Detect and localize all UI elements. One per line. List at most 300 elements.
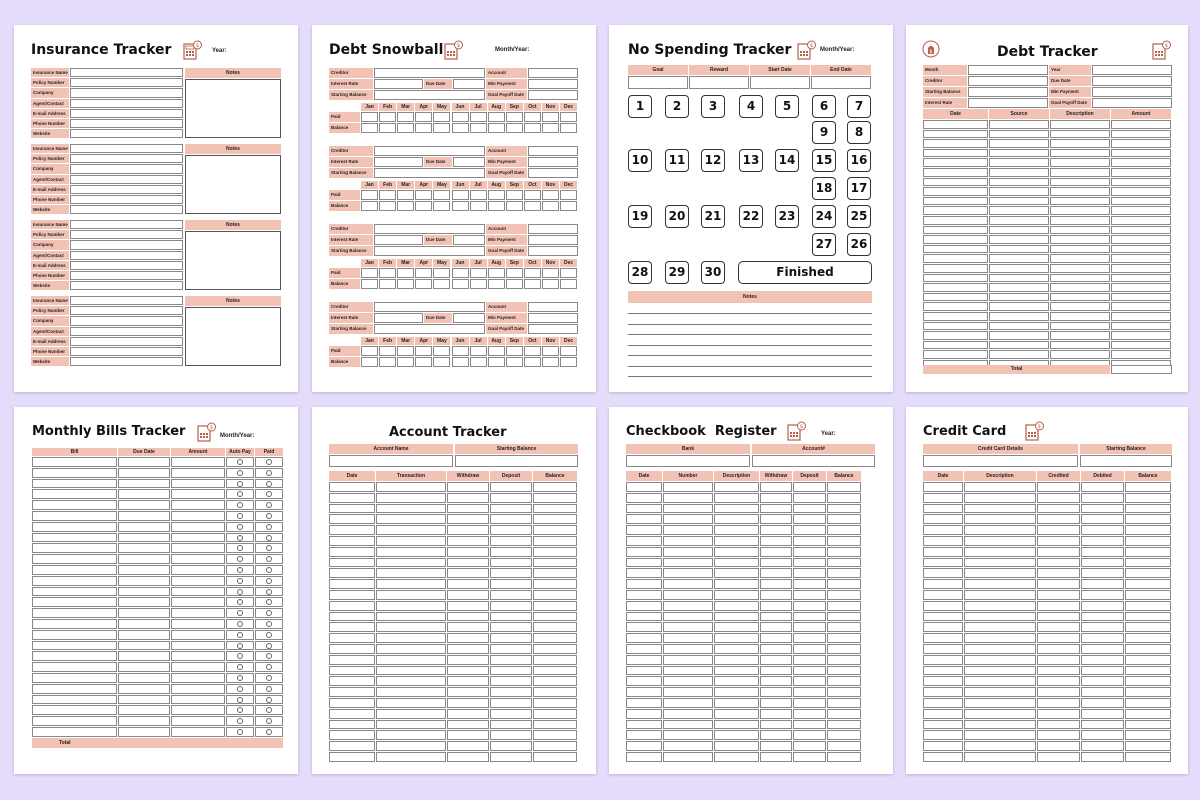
checkbook-table-cell[interactable] <box>793 590 826 600</box>
checkbook-table-cell[interactable] <box>793 644 826 654</box>
insurance-field-input[interactable] <box>70 144 183 153</box>
debt-table-cell[interactable] <box>989 120 1049 129</box>
checkbook-table-cell[interactable] <box>663 579 713 589</box>
snowball-month-cell[interactable] <box>560 112 577 122</box>
insurance-field-input[interactable] <box>70 306 183 315</box>
paid-radio[interactable] <box>266 729 272 735</box>
bills-table-cell[interactable] <box>118 641 170 651</box>
snowball-right-input[interactable] <box>528 157 578 167</box>
account-table-cell[interactable] <box>329 655 375 665</box>
account-table-cell[interactable] <box>490 730 532 740</box>
notes-box[interactable] <box>185 155 281 214</box>
credit-table-cell[interactable] <box>964 655 1036 665</box>
checkbook-table-cell[interactable] <box>827 601 861 611</box>
credit-table-cell[interactable] <box>1125 547 1171 557</box>
insurance-field-input[interactable] <box>70 78 183 87</box>
account-table-cell[interactable] <box>447 601 489 611</box>
account-table-cell[interactable] <box>329 741 375 751</box>
credit-table-cell[interactable] <box>964 504 1036 514</box>
credit-table-cell[interactable] <box>1125 514 1171 524</box>
checkbook-table-cell[interactable] <box>793 741 826 751</box>
credit-table-cell[interactable] <box>923 536 963 546</box>
notes-line[interactable] <box>628 334 872 335</box>
bills-table-cell[interactable] <box>118 619 170 629</box>
checkbook-table-cell[interactable] <box>626 612 662 622</box>
account-table-cell[interactable] <box>376 482 446 492</box>
debt-table-cell[interactable] <box>923 350 988 359</box>
checkbook-table-cell[interactable] <box>793 612 826 622</box>
checkbook-table-cell[interactable] <box>663 493 713 503</box>
bills-table-cell[interactable] <box>32 533 117 543</box>
day-box[interactable]: 29 <box>665 261 689 284</box>
checkbook-table-cell[interactable] <box>793 622 826 632</box>
account-number-input[interactable] <box>752 455 875 467</box>
credit-table-cell[interactable] <box>1125 633 1171 643</box>
debt-table-cell[interactable] <box>1111 158 1171 167</box>
debt-table-cell[interactable] <box>989 216 1049 225</box>
credit-table-cell[interactable] <box>1125 741 1171 751</box>
credit-table-cell[interactable] <box>1081 482 1124 492</box>
account-table-cell[interactable] <box>447 698 489 708</box>
credit-table-cell[interactable] <box>923 644 963 654</box>
debt-table-cell[interactable] <box>1111 197 1171 206</box>
checkbook-table-cell[interactable] <box>663 504 713 514</box>
debt-table-cell[interactable] <box>1050 216 1110 225</box>
checkbook-table-cell[interactable] <box>626 730 662 740</box>
account-table-cell[interactable] <box>490 525 532 535</box>
snowball-left-input[interactable] <box>374 324 485 334</box>
bills-table-cell[interactable] <box>32 468 117 478</box>
bills-table-cell[interactable] <box>118 576 170 586</box>
credit-table-cell[interactable] <box>964 633 1036 643</box>
bills-table-cell[interactable] <box>171 489 225 499</box>
credit-table-cell[interactable] <box>1037 666 1080 676</box>
snowball-month-cell[interactable] <box>524 268 541 278</box>
credit-table-cell[interactable] <box>923 741 963 751</box>
debt-table-cell[interactable] <box>989 350 1049 359</box>
checkbook-table-cell[interactable] <box>793 752 826 762</box>
bills-table-cell[interactable] <box>32 684 117 694</box>
day-box[interactable]: 3 <box>701 95 725 118</box>
credit-table-cell[interactable] <box>964 698 1036 708</box>
credit-table-cell[interactable] <box>923 493 963 503</box>
bills-table-cell[interactable] <box>118 673 170 683</box>
account-table-cell[interactable] <box>490 482 532 492</box>
debt-left-input[interactable] <box>968 98 1048 108</box>
day-box[interactable]: 9 <box>812 121 836 144</box>
paid-radio[interactable] <box>266 513 272 519</box>
account-table-cell[interactable] <box>447 741 489 751</box>
account-table-cell[interactable] <box>447 676 489 686</box>
paid-radio[interactable] <box>266 643 272 649</box>
snowball-month-cell[interactable] <box>379 123 396 133</box>
debt-table-cell[interactable] <box>923 341 988 350</box>
paid-radio[interactable] <box>266 567 272 573</box>
credit-table-cell[interactable] <box>1081 655 1124 665</box>
debt-table-cell[interactable] <box>923 120 988 129</box>
credit-table-cell[interactable] <box>1081 579 1124 589</box>
paid-radio[interactable] <box>266 675 272 681</box>
snowball-month-cell[interactable] <box>361 201 378 211</box>
credit-table-cell[interactable] <box>1037 709 1080 719</box>
account-table-cell[interactable] <box>376 676 446 686</box>
account-table-cell[interactable] <box>329 525 375 535</box>
checkbook-table-cell[interactable] <box>714 493 759 503</box>
checkbook-table-cell[interactable] <box>626 493 662 503</box>
bills-table-cell[interactable] <box>118 468 170 478</box>
checkbook-table-cell[interactable] <box>714 558 759 568</box>
bills-table-cell[interactable] <box>32 619 117 629</box>
credit-table-cell[interactable] <box>1081 547 1124 557</box>
credit-table-cell[interactable] <box>923 590 963 600</box>
debt-right-input[interactable] <box>1092 98 1172 108</box>
debt-table-cell[interactable] <box>1050 206 1110 215</box>
bills-table-cell[interactable] <box>32 651 117 661</box>
bills-table-cell[interactable] <box>32 479 117 489</box>
snowball-month-cell[interactable] <box>560 123 577 133</box>
day-box[interactable]: 5 <box>775 95 799 118</box>
snowball-month-cell[interactable] <box>560 268 577 278</box>
account-table-cell[interactable] <box>376 504 446 514</box>
account-table-cell[interactable] <box>329 514 375 524</box>
day-box[interactable]: 8 <box>847 121 871 144</box>
account-table-cell[interactable] <box>490 579 532 589</box>
insurance-field-input[interactable] <box>70 175 183 184</box>
autopay-radio[interactable] <box>237 729 243 735</box>
account-table-cell[interactable] <box>533 666 577 676</box>
credit-table-cell[interactable] <box>1037 590 1080 600</box>
bills-table-cell[interactable] <box>171 619 225 629</box>
checkbook-table-cell[interactable] <box>663 666 713 676</box>
bills-table-cell[interactable] <box>118 500 170 510</box>
bills-table-cell[interactable] <box>118 511 170 521</box>
credit-table-cell[interactable] <box>923 687 963 697</box>
checkbook-table-cell[interactable] <box>714 666 759 676</box>
debt-table-cell[interactable] <box>1111 187 1171 196</box>
snowball-month-cell[interactable] <box>361 279 378 289</box>
snowball-month-cell[interactable] <box>542 346 559 356</box>
debt-table-cell[interactable] <box>989 149 1049 158</box>
checkbook-table-cell[interactable] <box>827 709 861 719</box>
debt-table-cell[interactable] <box>923 235 988 244</box>
checkbook-table-cell[interactable] <box>827 547 861 557</box>
account-table-cell[interactable] <box>329 547 375 557</box>
debt-table-cell[interactable] <box>1050 264 1110 273</box>
account-table-cell[interactable] <box>490 655 532 665</box>
debt-table-cell[interactable] <box>989 235 1049 244</box>
bills-table-cell[interactable] <box>32 565 117 575</box>
checkbook-table-cell[interactable] <box>827 676 861 686</box>
checkbook-table-cell[interactable] <box>827 525 861 535</box>
account-table-cell[interactable] <box>447 720 489 730</box>
debt-table-cell[interactable] <box>923 312 988 321</box>
account-table-cell[interactable] <box>376 720 446 730</box>
debt-table-cell[interactable] <box>989 168 1049 177</box>
snowball-month-cell[interactable] <box>506 190 523 200</box>
checkbook-table-cell[interactable] <box>626 525 662 535</box>
snowball-right-input[interactable] <box>528 168 578 178</box>
checkbook-table-cell[interactable] <box>714 622 759 632</box>
credit-table-cell[interactable] <box>1125 676 1171 686</box>
account-table-cell[interactable] <box>447 558 489 568</box>
account-table-cell[interactable] <box>533 709 577 719</box>
checkbook-table-cell[interactable] <box>827 579 861 589</box>
credit-table-cell[interactable] <box>1081 601 1124 611</box>
debt-table-cell[interactable] <box>1050 168 1110 177</box>
insurance-field-input[interactable] <box>70 185 183 194</box>
debt-table-cell[interactable] <box>923 206 988 215</box>
snowball-month-cell[interactable] <box>361 123 378 133</box>
bills-table-cell[interactable] <box>32 705 117 715</box>
insurance-field-input[interactable] <box>70 129 183 138</box>
bills-table-cell[interactable] <box>171 684 225 694</box>
debt-table-cell[interactable] <box>989 158 1049 167</box>
snowball-month-cell[interactable] <box>470 201 487 211</box>
snowball-right-input[interactable] <box>528 313 578 323</box>
credit-table-cell[interactable] <box>1125 536 1171 546</box>
snowball-month-cell[interactable] <box>397 112 414 122</box>
snowball-month-cell[interactable] <box>415 123 432 133</box>
checkbook-table-cell[interactable] <box>663 676 713 686</box>
checkbook-table-cell[interactable] <box>714 687 759 697</box>
snowball-month-cell[interactable] <box>488 201 505 211</box>
snowball-month-cell[interactable] <box>452 346 469 356</box>
snowball-month-cell[interactable] <box>524 190 541 200</box>
starting-balance-input[interactable] <box>1080 455 1172 467</box>
checkbook-table-cell[interactable] <box>760 558 792 568</box>
debt-table-cell[interactable] <box>923 274 988 283</box>
checkbook-table-cell[interactable] <box>626 579 662 589</box>
account-table-cell[interactable] <box>533 720 577 730</box>
checkbook-table-cell[interactable] <box>663 482 713 492</box>
credit-table-cell[interactable] <box>1081 622 1124 632</box>
credit-table-cell[interactable] <box>1037 752 1080 762</box>
starting-balance-input[interactable] <box>455 455 578 467</box>
checkbook-table-cell[interactable] <box>760 752 792 762</box>
bills-table-cell[interactable] <box>32 608 117 618</box>
bills-table-cell[interactable] <box>171 641 225 651</box>
checkbook-table-cell[interactable] <box>714 633 759 643</box>
account-table-cell[interactable] <box>490 720 532 730</box>
account-table-cell[interactable] <box>376 612 446 622</box>
credit-table-cell[interactable] <box>1037 676 1080 686</box>
snowball-right-input[interactable] <box>528 324 578 334</box>
debt-table-cell[interactable] <box>989 341 1049 350</box>
checkbook-table-cell[interactable] <box>760 612 792 622</box>
checkbook-table-cell[interactable] <box>827 590 861 600</box>
debt-table-cell[interactable] <box>1111 312 1171 321</box>
day-box[interactable]: 16 <box>847 149 871 172</box>
snowball-month-cell[interactable] <box>560 190 577 200</box>
checkbook-table-cell[interactable] <box>760 579 792 589</box>
debt-right-input[interactable] <box>1092 65 1172 75</box>
snowball-month-cell[interactable] <box>542 357 559 367</box>
checkbook-table-cell[interactable] <box>714 568 759 578</box>
checkbook-table-cell[interactable] <box>714 601 759 611</box>
checkbook-table-cell[interactable] <box>714 579 759 589</box>
checkbook-table-cell[interactable] <box>760 622 792 632</box>
snowball-month-cell[interactable] <box>488 123 505 133</box>
snowball-month-cell[interactable] <box>488 268 505 278</box>
paid-radio[interactable] <box>266 589 272 595</box>
checkbook-table-cell[interactable] <box>626 622 662 632</box>
checkbook-table-cell[interactable] <box>714 590 759 600</box>
bills-table-cell[interactable] <box>171 651 225 661</box>
paid-radio[interactable] <box>266 481 272 487</box>
insurance-field-input[interactable] <box>70 357 183 366</box>
debt-table-cell[interactable] <box>1111 341 1171 350</box>
bills-table-cell[interactable] <box>171 479 225 489</box>
checkbook-table-cell[interactable] <box>714 504 759 514</box>
account-table-cell[interactable] <box>376 536 446 546</box>
autopay-radio[interactable] <box>237 686 243 692</box>
day-box[interactable]: 24 <box>812 205 836 228</box>
snowball-month-cell[interactable] <box>433 190 450 200</box>
credit-table-cell[interactable] <box>1125 698 1171 708</box>
checkbook-table-cell[interactable] <box>827 622 861 632</box>
snowball-month-cell[interactable] <box>452 201 469 211</box>
account-table-cell[interactable] <box>490 558 532 568</box>
debt-table-cell[interactable] <box>1050 158 1110 167</box>
insurance-field-input[interactable] <box>70 164 183 173</box>
credit-table-cell[interactable] <box>923 720 963 730</box>
bills-table-cell[interactable] <box>118 695 170 705</box>
snowball-month-cell[interactable] <box>506 201 523 211</box>
debt-table-cell[interactable] <box>1050 120 1110 129</box>
account-table-cell[interactable] <box>447 687 489 697</box>
day-box[interactable]: 10 <box>628 149 652 172</box>
debt-table-cell[interactable] <box>1050 197 1110 206</box>
snowball-month-cell[interactable] <box>542 190 559 200</box>
account-table-cell[interactable] <box>490 666 532 676</box>
bills-table-cell[interactable] <box>171 608 225 618</box>
checkbook-table-cell[interactable] <box>793 676 826 686</box>
snowball-month-cell[interactable] <box>542 123 559 133</box>
account-table-cell[interactable] <box>376 493 446 503</box>
checkbook-table-cell[interactable] <box>827 644 861 654</box>
credit-table-cell[interactable] <box>923 514 963 524</box>
checkbook-table-cell[interactable] <box>714 752 759 762</box>
day-box[interactable]: 18 <box>812 177 836 200</box>
paid-radio[interactable] <box>266 621 272 627</box>
checkbook-table-cell[interactable] <box>793 655 826 665</box>
account-table-cell[interactable] <box>533 525 577 535</box>
account-table-cell[interactable] <box>447 547 489 557</box>
checkbook-table-cell[interactable] <box>760 536 792 546</box>
snowball-month-cell[interactable] <box>433 346 450 356</box>
credit-table-cell[interactable] <box>1081 536 1124 546</box>
snowball-month-cell[interactable] <box>506 279 523 289</box>
credit-table-cell[interactable] <box>964 482 1036 492</box>
snowball-month-cell[interactable] <box>433 279 450 289</box>
checkbook-table-cell[interactable] <box>626 568 662 578</box>
snowball-month-cell[interactable] <box>542 268 559 278</box>
credit-table-cell[interactable] <box>1081 666 1124 676</box>
bills-table-cell[interactable] <box>118 554 170 564</box>
bills-table-cell[interactable] <box>32 522 117 532</box>
checkbook-table-cell[interactable] <box>714 709 759 719</box>
debt-table-cell[interactable] <box>1111 274 1171 283</box>
account-table-cell[interactable] <box>329 730 375 740</box>
account-table-cell[interactable] <box>329 568 375 578</box>
debt-table-cell[interactable] <box>1111 216 1171 225</box>
bills-table-cell[interactable] <box>171 511 225 521</box>
snowball-left-input[interactable] <box>374 146 485 156</box>
bills-table-cell[interactable] <box>171 716 225 726</box>
credit-table-cell[interactable] <box>923 547 963 557</box>
checkbook-table-cell[interactable] <box>626 514 662 524</box>
debt-table-cell[interactable] <box>1050 312 1110 321</box>
insurance-field-input[interactable] <box>70 195 183 204</box>
checkbook-table-cell[interactable] <box>760 525 792 535</box>
checkbook-table-cell[interactable] <box>663 525 713 535</box>
checkbook-table-cell[interactable] <box>663 622 713 632</box>
snowball-right-input[interactable] <box>528 235 578 245</box>
account-table-cell[interactable] <box>376 698 446 708</box>
bills-table-cell[interactable] <box>171 597 225 607</box>
autopay-radio[interactable] <box>237 535 243 541</box>
account-table-cell[interactable] <box>376 590 446 600</box>
account-table-cell[interactable] <box>329 493 375 503</box>
debt-table-cell[interactable] <box>989 206 1049 215</box>
account-table-cell[interactable] <box>376 568 446 578</box>
snowball-month-cell[interactable] <box>397 346 414 356</box>
credit-table-cell[interactable] <box>1125 579 1171 589</box>
insurance-field-input[interactable] <box>70 271 183 280</box>
snowball-month-cell[interactable] <box>506 112 523 122</box>
insurance-field-input[interactable] <box>70 337 183 346</box>
autopay-radio[interactable] <box>237 567 243 573</box>
account-table-cell[interactable] <box>376 752 446 762</box>
day-box[interactable]: 21 <box>701 205 725 228</box>
checkbook-table-cell[interactable] <box>663 536 713 546</box>
snowball-month-cell[interactable] <box>433 123 450 133</box>
bills-table-cell[interactable] <box>32 576 117 586</box>
autopay-radio[interactable] <box>237 632 243 638</box>
paid-radio[interactable] <box>266 459 272 465</box>
snowball-month-cell[interactable] <box>488 346 505 356</box>
checkbook-table-cell[interactable] <box>760 709 792 719</box>
checkbook-table-cell[interactable] <box>626 536 662 546</box>
notes-box[interactable] <box>185 307 281 366</box>
debt-table-cell[interactable] <box>923 264 988 273</box>
account-table-cell[interactable] <box>490 493 532 503</box>
debt-table-cell[interactable] <box>1111 120 1171 129</box>
credit-table-cell[interactable] <box>1037 547 1080 557</box>
checkbook-table-cell[interactable] <box>760 568 792 578</box>
debt-table-cell[interactable] <box>989 226 1049 235</box>
account-table-cell[interactable] <box>329 579 375 589</box>
checkbook-table-cell[interactable] <box>793 698 826 708</box>
bills-table-cell[interactable] <box>118 543 170 553</box>
bills-table-cell[interactable] <box>118 716 170 726</box>
checkbook-table-cell[interactable] <box>827 536 861 546</box>
snowball-month-cell[interactable] <box>524 346 541 356</box>
credit-table-cell[interactable] <box>964 666 1036 676</box>
credit-table-cell[interactable] <box>1037 741 1080 751</box>
debt-table-cell[interactable] <box>989 274 1049 283</box>
checkbook-table-cell[interactable] <box>626 741 662 751</box>
checkbook-table-cell[interactable] <box>827 720 861 730</box>
checkbook-table-cell[interactable] <box>714 730 759 740</box>
debt-table-cell[interactable] <box>1050 341 1110 350</box>
account-table-cell[interactable] <box>329 633 375 643</box>
checkbook-table-cell[interactable] <box>714 698 759 708</box>
credit-table-cell[interactable] <box>923 676 963 686</box>
checkbook-table-cell[interactable] <box>626 644 662 654</box>
account-table-cell[interactable] <box>447 536 489 546</box>
bills-table-cell[interactable] <box>118 662 170 672</box>
